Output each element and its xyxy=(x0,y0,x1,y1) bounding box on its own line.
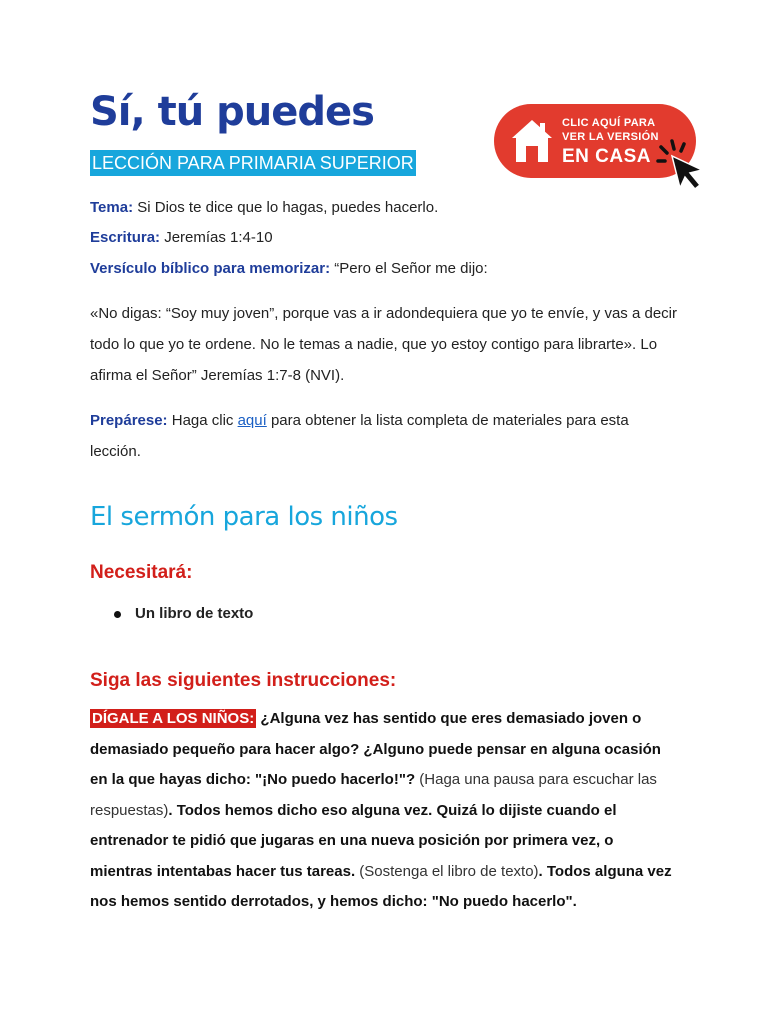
tema-label: Tema: xyxy=(90,199,134,216)
sermon-heading: El sermón para los niños xyxy=(90,502,398,532)
escritura-label: Escritura: xyxy=(90,229,161,246)
instruction-note-1: (Haga una pausa para escuchar las respuestas) xyxy=(90,771,657,819)
cursor-click-icon xyxy=(654,138,710,194)
instruction-text-1: ¿Alguna vez has sentido que eres demasiado joven o demasiado pequeño para hacer algo? ¿Alguno puede pensar en alguna ocasión en la que hayas dicho: "¡No puedo hacerlo!"? xyxy=(90,710,661,788)
cta-line-3: EN CASA xyxy=(562,146,652,167)
tema-line xyxy=(90,198,438,218)
bullet-icon xyxy=(114,611,121,618)
escritura-line xyxy=(90,228,273,248)
need-heading: Necesitará: xyxy=(90,562,193,583)
lesson-subtitle: LECCIÓN PARA PRIMARIA SUPERIOR xyxy=(90,150,416,176)
materials-link[interactable]: aquí xyxy=(237,412,267,429)
versiculo-label: Versículo bíblico para memorizar: xyxy=(90,260,331,277)
instructions-heading: Siga las siguientes instrucciones: xyxy=(90,670,397,691)
prepare-label: Prepárese: xyxy=(90,412,168,429)
cta-line-1: CLIC AQUÍ PARA xyxy=(562,117,656,129)
house-icon xyxy=(510,118,554,164)
cta-line-2: VER LA VERSIÓN xyxy=(562,131,659,143)
instruction-text-3: . Todos alguna vez nos hemos sentido derrotados, y hemos dicho: "No puedo hacerlo". xyxy=(90,862,672,910)
tell-children-tag: DÍGALE A LOS NIÑOS: xyxy=(92,710,255,727)
memory-verse: «No digas: “Soy muy joven”, porque vas a ir adondequiera que yo te envíe, y vas a decir todo lo que yo te ordene. No le temas a nadie, que yo estoy contigo para librarte». Lo afirma el Señor” Jeremías 1:7-8 (NVI). xyxy=(90,305,677,384)
versiculo-line xyxy=(90,259,488,279)
list-item-text: Un libro de texto xyxy=(135,605,254,622)
prepare-before: Haga clic xyxy=(167,412,238,429)
list-item xyxy=(114,605,253,622)
prepare-paragraph xyxy=(90,405,680,467)
escritura-value: Jeremías 1:4-10 xyxy=(160,229,273,246)
instruction-note-2: (Sostenga el libro de texto) xyxy=(355,862,539,880)
instruction-text-2: . Todos hemos dicho eso alguna vez. Quizá lo dijiste cuando el entrenador te pidió que jugaras en una nueva posición por primera vez, o mientras intentabas hacer tus tareas. xyxy=(90,801,617,880)
versiculo-value: “Pero el Señor me dijo: xyxy=(330,260,488,277)
instructions-paragraph xyxy=(90,704,680,918)
page-title: Sí, tú puedes xyxy=(90,89,374,135)
tema-value: Si Dios te dice que lo hagas, puedes hacerlo. xyxy=(133,199,439,216)
prepare-after: para obtener la lista completa de materiales para esta lección. xyxy=(90,412,629,460)
